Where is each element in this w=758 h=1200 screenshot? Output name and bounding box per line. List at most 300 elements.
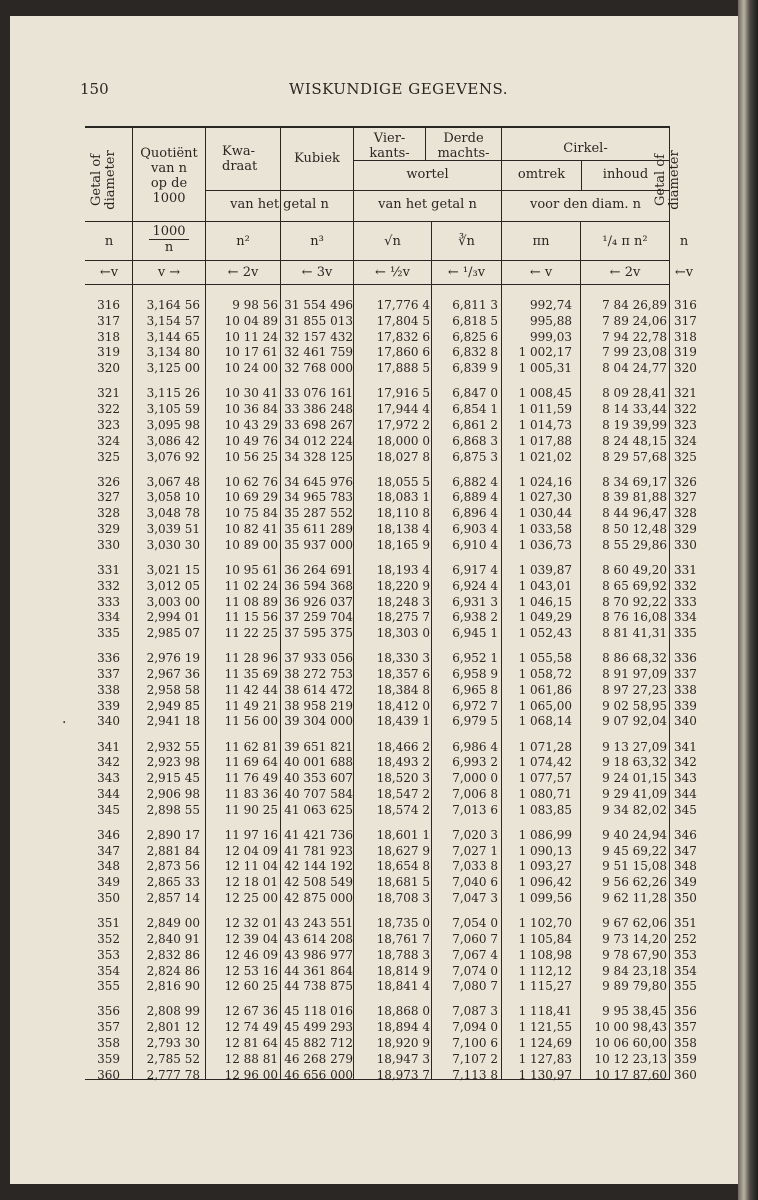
cell-n-right: 317 [674, 313, 697, 328]
cell-cube: 34 012 224 [284, 433, 353, 448]
cell-quotient: 2,906 98 [146, 786, 200, 801]
cell-square: 11 83 36 [224, 786, 278, 801]
cell-cbrt: 7,054 0 [452, 916, 498, 931]
cell-n-left: 345 [97, 802, 120, 817]
cell-n-left: 318 [97, 329, 120, 344]
cell-quotient: 2,985 07 [146, 626, 200, 641]
header-quotient: Quotiënt van n op de 1000 [140, 146, 198, 206]
cell-area: 8 76 16,08 [602, 610, 667, 625]
cell-quotient: 3,115 26 [146, 386, 200, 401]
cell-cube: 32 157 432 [284, 329, 353, 344]
header-inhoud: inhoud [602, 167, 649, 182]
cell-n-right: 324 [674, 433, 697, 448]
cell-square: 11 49 21 [224, 698, 278, 713]
cell-quotient: 3,086 42 [146, 433, 200, 448]
cell-cbrt: 6,931 3 [452, 594, 498, 609]
cell-n-left: 356 [97, 1004, 120, 1019]
cell-square: 10 17 61 [224, 345, 278, 360]
interp-col-5: ← ½v [375, 265, 410, 280]
cell-square: 10 82 41 [224, 522, 278, 536]
cell-quotient: 2,898 55 [146, 802, 200, 817]
cell-circumference: 1 127,83 [518, 1051, 572, 1066]
cell-quotient: 3,021 15 [146, 562, 200, 577]
cell-square: 10 95 61 [224, 562, 278, 577]
cell-circumference: 1 011,59 [518, 402, 572, 417]
cell-cbrt: 6,818 5 [452, 313, 498, 328]
cell-cube: 38 272 753 [284, 667, 353, 681]
cell-n-right: 353 [674, 947, 697, 962]
cell-sqrt: 18,761 7 [376, 931, 430, 946]
cell-n-right: 332 [674, 578, 697, 593]
cell-n-right: 316 [674, 298, 697, 312]
cell-quotient: 3,048 78 [146, 506, 200, 521]
cell-n-left: 360 [97, 1067, 120, 1082]
cell-n-right: 325 [674, 449, 697, 464]
cell-cube: 36 594 368 [284, 578, 353, 593]
cell-cube: 37 933 056 [284, 651, 353, 666]
cell-square: 11 69 64 [224, 755, 278, 770]
cell-square: 12 96 00 [224, 1067, 278, 1082]
cell-n-right: 340 [674, 714, 697, 729]
cell-cbrt: 7,027 1 [452, 843, 498, 858]
cell-square: 12 25 00 [224, 891, 278, 905]
cell-cbrt: 6,882 4 [452, 474, 498, 489]
cell-circumference: 1 024,16 [518, 474, 572, 489]
cell-circumference: 1 027,30 [518, 490, 572, 505]
cell-sqrt: 18,220 9 [376, 578, 430, 593]
cell-circumference: 1 080,71 [518, 786, 572, 801]
cell-cbrt: 7,000 0 [452, 771, 498, 786]
sym-fraction: 1000 n [133, 224, 205, 255]
cell-quotient: 3,067 48 [146, 474, 200, 489]
cell-circumference: 1 115,27 [518, 979, 572, 994]
cell-circumference: 1 039,87 [518, 562, 572, 577]
cell-sqrt: 18,947 3 [376, 1051, 430, 1066]
sym-n-left: n [104, 234, 114, 249]
cell-cbrt: 6,839 9 [452, 361, 498, 376]
cell-cube: 46 268 279 [284, 1051, 353, 1066]
interp-col-1: ←v [99, 265, 119, 280]
cell-n-left: 358 [97, 1036, 120, 1050]
cell-n-left: 323 [97, 417, 120, 432]
cell-n-right: 335 [674, 626, 697, 641]
header-kwadraat: Kwa- draat [222, 144, 258, 174]
cell-cube: 35 287 552 [284, 506, 353, 521]
cell-circumference: 1 102,70 [518, 916, 572, 931]
cell-cube: 40 353 607 [284, 771, 353, 786]
cell-area: 8 24 48,15 [602, 433, 667, 448]
header-van-het-getal-2: van het getal n [378, 197, 477, 212]
cell-square: 12 46 09 [224, 947, 278, 962]
cell-area: 8 50 12,48 [602, 522, 667, 536]
cell-cube: 43 243 551 [284, 916, 353, 931]
cell-area: 9 34 82,02 [602, 802, 667, 817]
cell-n-right: 347 [674, 843, 697, 858]
cell-circumference: 1 083,85 [518, 802, 572, 817]
col-rule-7 [580, 221, 581, 1079]
cell-n-left: 352 [97, 931, 120, 946]
cell-n-left: 321 [97, 386, 120, 401]
cell-circumference: 1 030,44 [518, 506, 572, 521]
cell-n-left: 346 [97, 827, 120, 842]
cell-cube: 45 118 016 [284, 1004, 353, 1019]
cell-cube: 33 698 267 [284, 417, 353, 432]
cell-n-right: 328 [674, 506, 697, 521]
cell-n-right: 358 [674, 1036, 697, 1050]
cell-square: 11 90 25 [224, 802, 278, 817]
cell-quotient: 2,958 58 [146, 682, 200, 697]
cell-circumference: 1 017,88 [518, 433, 572, 448]
cell-circumference: 1 021,02 [518, 449, 572, 464]
cell-sqrt: 18,027 8 [376, 449, 430, 464]
cell-sqrt: 18,275 7 [376, 610, 430, 625]
cell-n-right: 338 [674, 682, 697, 697]
cell-n-left: 341 [97, 739, 120, 754]
cell-cube: 32 768 000 [284, 361, 353, 376]
cell-n-left: 357 [97, 1020, 120, 1035]
cell-square: 12 74 49 [224, 1020, 278, 1035]
cell-sqrt: 18,841 4 [376, 979, 430, 994]
cell-n-right: 341 [674, 739, 697, 754]
cell-cube: 39 304 000 [284, 714, 353, 729]
cell-circumference: 1 090,13 [518, 843, 572, 858]
cell-cube: 34 965 783 [284, 490, 353, 505]
cell-quotient: 2,816 90 [146, 979, 200, 994]
cell-square: 12 53 16 [224, 963, 278, 978]
cell-cube: 38 958 219 [284, 698, 353, 713]
cell-cube: 31 554 496 [284, 298, 353, 312]
cell-cbrt: 6,832 8 [452, 345, 498, 360]
page-number: 150 [80, 80, 109, 98]
cell-cbrt: 7,020 3 [452, 827, 498, 842]
cell-circumference: 1 036,73 [518, 537, 572, 552]
interp-col-7: ← v [529, 265, 553, 280]
cell-sqrt: 18,973 7 [376, 1067, 430, 1082]
cell-cube: 32 461 759 [284, 345, 353, 360]
cell-sqrt: 18,384 8 [376, 682, 430, 697]
cell-n-left: 338 [97, 682, 120, 697]
cell-quotient: 3,144 65 [146, 329, 200, 344]
cell-square: 10 04 89 [224, 313, 278, 328]
cell-cube: 43 614 208 [284, 931, 353, 946]
cell-quotient: 2,923 98 [146, 755, 200, 770]
cell-sqrt: 18,110 8 [376, 506, 430, 521]
cell-quotient: 2,932 55 [146, 739, 200, 754]
cell-area: 8 97 27,23 [602, 682, 667, 697]
interp-col-3: ← 2v [227, 265, 259, 280]
cell-cube: 31 855 013 [284, 313, 353, 328]
header-rule-2 [85, 221, 670, 222]
sym-pi-n: πn [532, 234, 550, 249]
cell-n-right: 331 [674, 562, 697, 577]
header-rule-4 [85, 284, 670, 285]
cell-cbrt: 6,861 2 [452, 417, 498, 432]
cell-area: 8 44 96,47 [602, 506, 667, 521]
sym-area: ¹/₄ π n² [602, 234, 648, 249]
cell-circumference: 1 071,28 [518, 739, 572, 754]
cell-n-right: 334 [674, 610, 697, 625]
cell-square: 10 69 29 [224, 490, 278, 505]
cell-cbrt: 7,087 3 [452, 1004, 498, 1019]
cell-n-right: 355 [674, 979, 697, 994]
sym-sqrt: √n [384, 234, 401, 249]
cell-square: 11 15 56 [224, 610, 278, 625]
cell-square: 12 39 04 [224, 931, 278, 946]
cell-circumference: 1 052,43 [518, 626, 572, 641]
cirkel-rule [501, 160, 669, 161]
cell-cbrt: 6,986 4 [452, 739, 498, 754]
cell-square: 9 98 56 [232, 298, 278, 312]
cell-cube: 43 986 977 [284, 947, 353, 962]
cell-circumference: 1 124,69 [518, 1036, 572, 1050]
cell-cbrt: 6,825 6 [452, 329, 498, 344]
cell-quotient: 3,003 00 [146, 594, 200, 609]
cell-sqrt: 18,814 9 [376, 963, 430, 978]
cell-sqrt: 17,944 4 [376, 402, 430, 417]
cell-square: 10 49 76 [224, 433, 278, 448]
cell-sqrt: 17,888 5 [376, 361, 430, 376]
cell-n-left: 326 [97, 474, 120, 489]
header-rule-mid [205, 190, 670, 191]
cell-square: 11 02 24 [224, 578, 278, 593]
cell-quotient: 2,873 56 [146, 859, 200, 874]
cell-n-right: 345 [674, 802, 697, 817]
cell-cbrt: 6,938 2 [452, 610, 498, 625]
header-rule-3 [85, 260, 670, 261]
cell-cube: 40 001 688 [284, 755, 353, 770]
cell-n-left: 343 [97, 771, 120, 786]
cell-quotient: 2,941 18 [146, 714, 200, 729]
cell-area: 9 40 24,94 [602, 827, 667, 842]
cell-sqrt: 17,860 6 [376, 345, 430, 360]
cell-n-left: 322 [97, 402, 120, 417]
cell-area: 8 34 69,17 [602, 474, 667, 489]
cell-cbrt: 7,013 6 [452, 802, 498, 817]
cell-sqrt: 18,788 3 [376, 947, 430, 962]
cell-cbrt: 6,972 7 [452, 698, 498, 713]
cell-cbrt: 7,113 8 [452, 1067, 498, 1082]
cell-cube: 34 645 976 [284, 474, 353, 489]
cell-area: 8 86 68,32 [602, 651, 667, 666]
cell-n-left: 354 [97, 963, 120, 978]
cell-area: 8 91 97,09 [602, 667, 667, 681]
cell-area: 7 99 23,08 [602, 345, 667, 360]
interp-col-6: ← ¹/₃v [447, 265, 486, 280]
header-derde: Derde machts- [437, 131, 490, 161]
cell-circumference: 1 065,00 [518, 698, 572, 713]
cell-n-right: 342 [674, 755, 697, 770]
cell-area: 8 29 57,68 [602, 449, 667, 464]
cell-cube: 36 926 037 [284, 594, 353, 609]
cell-quotient: 2,865 33 [146, 875, 200, 890]
cell-sqrt: 17,776 4 [376, 298, 430, 312]
cell-n-left: 350 [97, 891, 120, 905]
cell-circumference: 1 061,86 [518, 682, 572, 697]
cell-cbrt: 6,910 4 [452, 537, 498, 552]
cell-square: 12 88 81 [224, 1051, 278, 1066]
cell-cbrt: 6,889 4 [452, 490, 498, 505]
cell-n-left: 325 [97, 449, 120, 464]
cell-quotient: 2,785 52 [146, 1051, 200, 1066]
cell-n-right: 344 [674, 786, 697, 801]
cell-cube: 33 386 248 [284, 402, 353, 417]
cell-square: 11 35 69 [224, 667, 278, 681]
cell-square: 12 60 25 [224, 979, 278, 994]
cell-square: 12 67 36 [224, 1004, 278, 1019]
cell-area: 10 06 60,00 [594, 1036, 667, 1050]
cell-cbrt: 6,993 2 [452, 755, 498, 770]
cell-n-right: 351 [674, 916, 697, 931]
cell-cube: 44 361 864 [284, 963, 353, 978]
header-van-het-getal-1: van het getal n [230, 197, 329, 212]
cell-n-right: 323 [674, 417, 697, 432]
cell-sqrt: 18,165 9 [376, 537, 430, 552]
cell-area: 8 39 81,88 [602, 490, 667, 505]
cell-n-left: 347 [97, 843, 120, 858]
cell-n-right: 330 [674, 537, 697, 552]
cell-cbrt: 6,903 4 [452, 522, 498, 536]
cell-cbrt: 7,060 7 [452, 931, 498, 946]
cell-sqrt: 18,330 3 [376, 651, 430, 666]
cell-cube: 35 611 289 [284, 522, 353, 536]
header-vierkants: Vier- kants- [369, 131, 410, 161]
cell-sqrt: 18,138 4 [376, 522, 430, 536]
cell-area: 8 09 28,41 [602, 386, 667, 401]
cell-n-right: 336 [674, 651, 697, 666]
cell-circumference: 1 096,42 [518, 875, 572, 890]
cell-quotient: 3,164 56 [146, 298, 200, 312]
cell-square: 11 22 25 [224, 626, 278, 641]
cell-n-right: 327 [674, 490, 697, 505]
header-wortel: wortel [406, 167, 449, 182]
cell-quotient: 2,890 17 [146, 827, 200, 842]
cell-circumference: 1 055,58 [518, 651, 572, 666]
cell-n-right: 348 [674, 859, 697, 874]
cell-n-left: 334 [97, 610, 120, 625]
cell-quotient: 3,012 05 [146, 578, 200, 593]
cell-cube: 37 595 375 [284, 626, 353, 641]
cell-n-left: 317 [97, 313, 120, 328]
cell-quotient: 2,801 12 [146, 1020, 200, 1035]
cell-cbrt: 6,979 5 [452, 714, 498, 729]
cell-n-right: 321 [674, 386, 697, 401]
cell-square: 10 36 84 [224, 402, 278, 417]
cell-n-right: 252 [674, 931, 697, 946]
cell-cbrt: 7,040 6 [452, 875, 498, 890]
cell-square: 11 76 49 [224, 771, 278, 786]
cell-cbrt: 7,067 4 [452, 947, 498, 962]
cell-cube: 42 875 000 [284, 891, 353, 905]
cell-n-left: 353 [97, 947, 120, 962]
cell-cube: 42 144 192 [284, 859, 353, 874]
cell-quotient: 2,994 01 [146, 610, 200, 625]
cell-quotient: 3,095 98 [146, 417, 200, 432]
cell-area: 8 60 49,20 [602, 562, 667, 577]
cell-n-left: 328 [97, 506, 120, 521]
cell-sqrt: 18,735 0 [376, 916, 430, 931]
cell-area: 8 04 24,77 [602, 361, 667, 376]
cell-n-right: 349 [674, 875, 697, 890]
cell-cube: 45 499 293 [284, 1020, 353, 1035]
table-top-rule [85, 126, 670, 128]
cell-n-left: 320 [97, 361, 120, 376]
cell-cube: 41 781 923 [284, 843, 353, 858]
cell-quotient: 2,881 84 [146, 843, 200, 858]
cell-area: 9 45 69,22 [602, 843, 667, 858]
cell-n-left: 329 [97, 522, 120, 536]
cell-area: 9 67 62,06 [602, 916, 667, 931]
cell-n-right: 319 [674, 345, 697, 360]
cell-sqrt: 18,894 4 [376, 1020, 430, 1035]
cell-sqrt: 18,412 0 [376, 698, 430, 713]
cell-square: 10 11 24 [224, 329, 278, 344]
cell-cube: 33 076 161 [284, 386, 353, 401]
cell-cube: 41 421 736 [284, 827, 353, 842]
cell-n-left: 351 [97, 916, 120, 931]
cell-cube: 40 707 584 [284, 786, 353, 801]
cell-circumference: 1 014,73 [518, 417, 572, 432]
cell-n-right: 350 [674, 891, 697, 905]
cell-quotient: 2,915 45 [146, 771, 200, 786]
cell-sqrt: 18,654 8 [376, 859, 430, 874]
cell-area: 9 24 01,15 [602, 771, 667, 786]
cell-sqrt: 18,000 0 [376, 433, 430, 448]
cell-square: 10 30 41 [224, 386, 278, 401]
interp-col-8: ← 2v [609, 265, 641, 280]
cell-n-right: 339 [674, 698, 697, 713]
cell-quotient: 2,808 99 [146, 1004, 200, 1019]
cell-cbrt: 6,958 9 [452, 667, 498, 681]
cell-square: 12 32 01 [224, 916, 278, 931]
cell-n-left: 330 [97, 537, 120, 552]
cell-circumference: 1 105,84 [518, 931, 572, 946]
cell-quotient: 3,030 30 [146, 537, 200, 552]
cell-n-left: 340 [97, 714, 120, 729]
cell-cube: 37 259 704 [284, 610, 353, 625]
cell-cbrt: 6,952 1 [452, 651, 498, 666]
cell-circumference: 1 086,99 [518, 827, 572, 842]
cell-n-left: 319 [97, 345, 120, 360]
cell-area: 9 02 58,95 [602, 698, 667, 713]
book-binding [738, 0, 758, 1200]
cell-square: 11 56 00 [224, 714, 278, 729]
cell-n-right: 322 [674, 402, 697, 417]
cell-n-left: 344 [97, 786, 120, 801]
cell-quotient: 2,840 91 [146, 931, 200, 946]
cell-area: 8 70 92,22 [602, 594, 667, 609]
cell-circumference: 1 043,01 [518, 578, 572, 593]
cell-square: 12 18 01 [224, 875, 278, 890]
cell-sqrt: 18,520 3 [376, 771, 430, 786]
cell-n-right: 320 [674, 361, 697, 376]
cell-sqrt: 18,547 2 [376, 786, 430, 801]
cell-n-right: 337 [674, 667, 697, 681]
cell-cube: 35 937 000 [284, 537, 353, 552]
cell-square: 12 11 04 [224, 859, 278, 874]
cell-sqrt: 18,193 4 [376, 562, 430, 577]
cell-square: 11 97 16 [224, 827, 278, 842]
cell-quotient: 3,134 80 [146, 345, 200, 360]
cell-circumference: 1 046,15 [518, 594, 572, 609]
cell-area: 9 89 79,80 [602, 979, 667, 994]
cell-cbrt: 6,854 1 [452, 402, 498, 417]
cell-cbrt: 6,917 4 [452, 562, 498, 577]
cell-square: 11 08 89 [224, 594, 278, 609]
cell-cbrt: 7,033 8 [452, 859, 498, 874]
header-voor-den-diam: voor den diam. n [529, 197, 642, 212]
cell-area: 9 62 11,28 [602, 891, 667, 905]
cell-n-left: 327 [97, 490, 120, 505]
